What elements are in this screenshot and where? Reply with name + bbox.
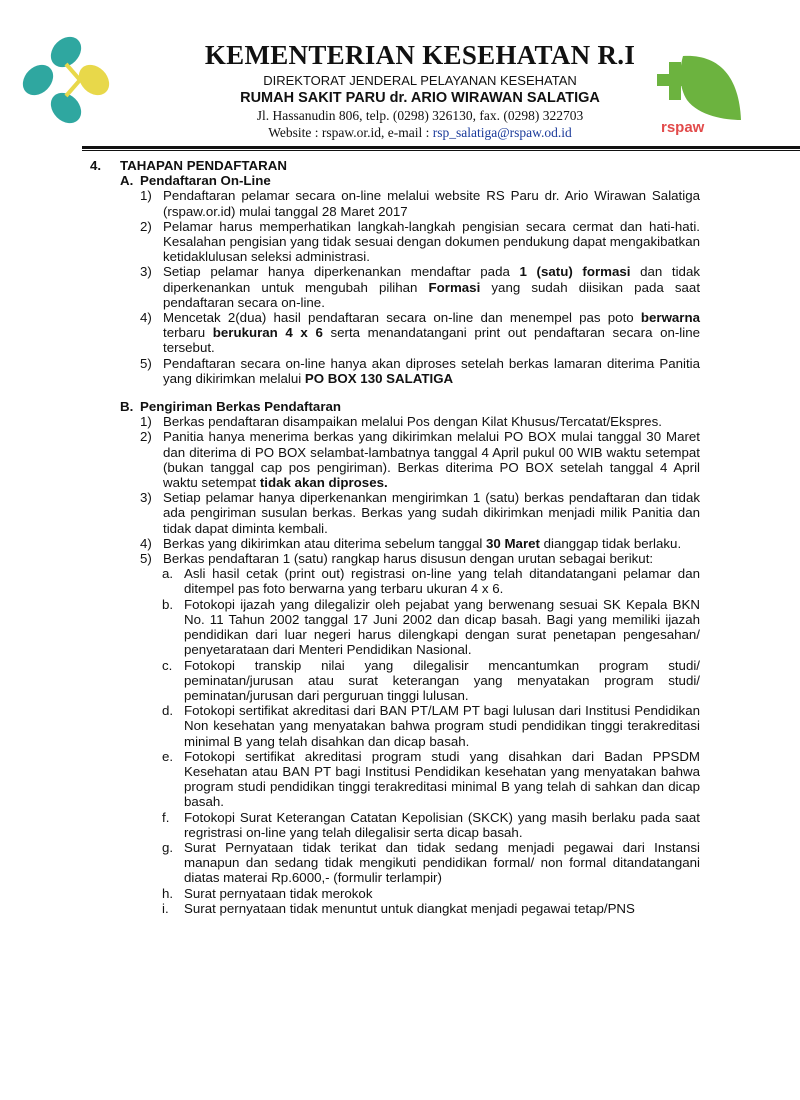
rspaw-logo-text: rspaw: [661, 119, 705, 136]
list-item: 2) Panitia hanya menerima berkas yang dikirimkan melalui PO BOX mulai tanggal 30 Maret dan diterima di PO BOX selambat-lambatnya tanggal 4 April pukul 00 WIB waktu setempat (bukan tanggal cap pos pengiriman). Berkas diterima PO BOX setelah tanggal 4 April waktu setempat tidak akan diproses.: [140, 429, 700, 491]
subsection-b-heading: B. Pengiriman Berkas Pendaftaran: [120, 399, 342, 415]
sub-list-item: g. Surat Pernyataan tidak terikat dan tidak sedang menjadi pegawai dari Instansi manapun dan sedang tidak mengikuti pendidikan formal/ non formal ditandatangani diatas materai Rp.6000,- (formulir terlampir): [162, 839, 700, 886]
list-item: 1) Pendaftaran pelamar secara on-line melalui website RS Paru dr. Ario Wirawan Salatiga (rspaw.or.id) mulai tanggal 28 Maret 2017: [140, 188, 700, 219]
sub-list-item: h. Surat pernyataan tidak merokok: [162, 885, 373, 901]
ministry-name: KEMENTERIAN KESEHATAN R.I: [204, 40, 636, 70]
document-body: [90, 158, 700, 916]
directorate-name: DIREKTORAT JENDERAL PELAYANAN KESEHATAN: [263, 73, 577, 88]
hospital-address: Jl. Hassanudin 806, telp. (0298) 326130, fax. (0298) 322703: [256, 108, 584, 123]
list-item: 2) Pelamar harus memperhatikan langkah-langkah pengisian secara cermat dan hati-hati. Kesalahan pengisian yang tidak sesuai dengan dokumen pendukung dapat mengakibatkan ketidaklulusan seleksi administrasi.: [140, 218, 700, 265]
section-heading: 4. TAHAPAN PENDAFTARAN: [90, 158, 287, 173]
list-item: 1) Berkas pendaftaran disampaikan melalui Pos dengan Kilat Khusus/Tercatat/Ekspres.: [140, 414, 662, 430]
sub-list-item: i. Surat pernyataan tidak menuntut untuk diangkat menjadi pegawai tetap/PNS: [162, 900, 635, 916]
sub-list-item: a. Asli hasil cetak (print out) registrasi on-line yang telah ditandatangani pelamar dan ditempel pas foto berwarna yang terbaru ukuran 4 x 6.: [162, 566, 700, 597]
sub-list-item: f. Fotokopi Surat Keterangan Catatan Kepolisian (SKCK) yang masih berlaku pada saat regristrasi on-line yang telah dilegalisir serta dicap basah.: [162, 809, 700, 840]
sub-list-item: e. Fotokopi sertifikat akreditasi program studi yang disahkan dari Badan PPSDM Kesehatan atau BAN PT bagi Institusi Pendidikan kesehatan yang menyatakan bahwa program studi pendidikan tinggi terakreditasi minimal B yang telah di sahkan dan dicap basah.: [162, 748, 700, 810]
email-link[interactable]: rsp_salatiga@rspaw.od.id: [432, 125, 572, 140]
sub-list-item: d. Fotokopi sertifikat akreditasi dari BAN PT/LAM PT bagi lulusan dari Institusi Pendidikan Non kesehatan yang menyatakan bahwa program studi pendidikan tinggi terakreditasi minimal B yang telah disahkan dan dicap basah.: [162, 703, 700, 749]
contact-line: [180, 124, 660, 141]
subsection-a-heading: A. Pendaftaran On-Line: [120, 173, 271, 189]
letterhead-rule-thick: [82, 146, 800, 149]
hospital-name: RUMAH SAKIT PARU dr. ARIO WIRAWAN SALATIGA: [240, 90, 600, 106]
website-label: Website : rspaw.or.id, e-mail :: [268, 125, 433, 140]
list-item: 3) Setiap pelamar hanya diperkenankan mendaftar pada 1 (satu) formasi dan tidak diperkenankan untuk mengubah pilihan Formasi yang sudah diisikan pada saat pendaftaran secara on-line.: [140, 264, 701, 310]
letterhead: [0, 0, 800, 150]
sub-list-item: b. Fotokopi ijazah yang dilegalizir oleh pejabat yang berwenang sesuai SK Kepala BKN No. 11 Tahun 2002 tanggal 17 Juni 2002 dan dicap basah. Bagi yang memiliki ijazah pendidikan dari luar negeri harus dilengkapi dengan surat penetapan pengesahan/ penyetarataan dari Menteri Pendidikan Nasional.: [162, 596, 700, 658]
ministry-of-health-logo-icon: [20, 34, 112, 126]
list-item: 4) Mencetak 2(dua) hasil pendaftaran secara on-line dan menempel pas poto berwarna terbaru berukuran 4 x 6 serta menandatangani print out pendaftaran secara on-line tersebut.: [140, 310, 701, 356]
list-item: 3) Setiap pelamar hanya diperkenankan mengirimkan 1 (satu) berkas pendaftaran dan tidak ada pengiriman susulan berkas. Berkas yang sudah dikirimkan menjadi milik Panitia dan tidak dapat diminta kembali.: [140, 490, 700, 536]
list-item: 5) Pendaftaran secara on-line hanya akan diproses setelah berkas lamaran diterima Panitia yang dikirimkan melalui PO BOX 130 SALATIGA: [140, 355, 700, 386]
letterhead-rule-thin: [82, 150, 800, 151]
leaf-icon: [680, 56, 741, 120]
rspaw-logo: [655, 48, 745, 138]
list-item: 4) Berkas yang dikirimkan atau diterima sebelum tanggal 30 Maret dianggap tidak berlaku.: [140, 535, 682, 551]
list-item: 5) Berkas pendaftaran 1 (satu) rangkap harus disusun dengan urutan sebagai berikut:: [140, 551, 654, 567]
sub-list-item: c. Fotokopi transkip nilai yang dilegalisir mencantumkan program studi/ peminatan/jurusan atau surat keterangan yang menyatakan program studi/ peminatan/jurusan dari perguruan tinggi lulusan.: [162, 657, 700, 703]
